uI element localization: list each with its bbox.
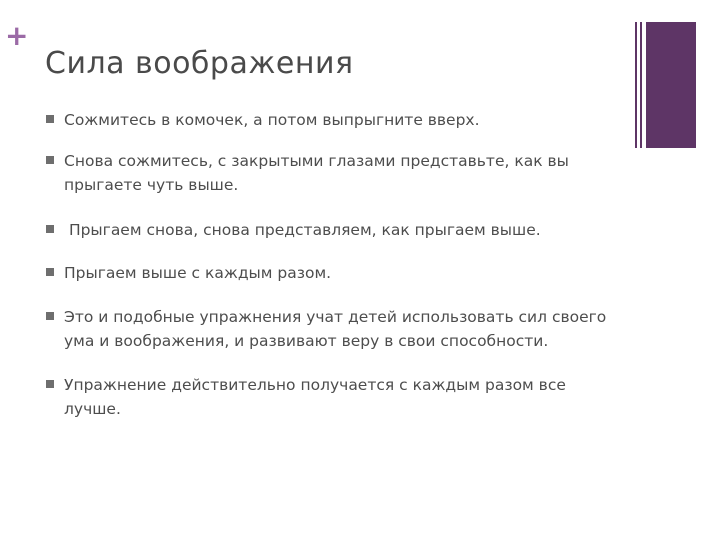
bullet-square-icon (46, 268, 54, 276)
list-item (46, 373, 626, 421)
bullet-square-icon (46, 380, 54, 388)
plus-icon: + (5, 19, 29, 52)
decorative-block (646, 22, 696, 148)
bullet-square-icon (46, 225, 54, 233)
bullet-square-icon (46, 156, 54, 164)
bullet-text: Сожмитесь в комочек, а потом выпрыгните вверх. (64, 111, 480, 129)
bullet-text: Прыгаем снова, снова представляем, как прыгаем выше. (64, 221, 541, 239)
bullet-square-icon (46, 115, 54, 123)
bullet-text: Снова сожмитесь, с закрытыми глазами представьте, как вы прыгаете чуть выше. (64, 152, 574, 194)
list-item (46, 149, 626, 197)
bullet-square-icon (46, 312, 54, 320)
list-item (46, 305, 626, 353)
list-item (46, 218, 626, 242)
list-item (46, 108, 626, 132)
bullet-text: Это и подобные упражнения учат детей использовать сил своего ума и воображения, и развивают веру в свои способности. (64, 308, 612, 350)
decorative-line-right (640, 22, 642, 148)
bullet-text: Упражнение действительно получается с каждым разом все лучше. (64, 376, 571, 418)
bullet-text: Прыгаем выше с каждым разом. (64, 264, 332, 282)
list-item (46, 261, 626, 285)
slide-title: Сила воображения (45, 46, 354, 81)
decorative-line-left (635, 22, 637, 148)
